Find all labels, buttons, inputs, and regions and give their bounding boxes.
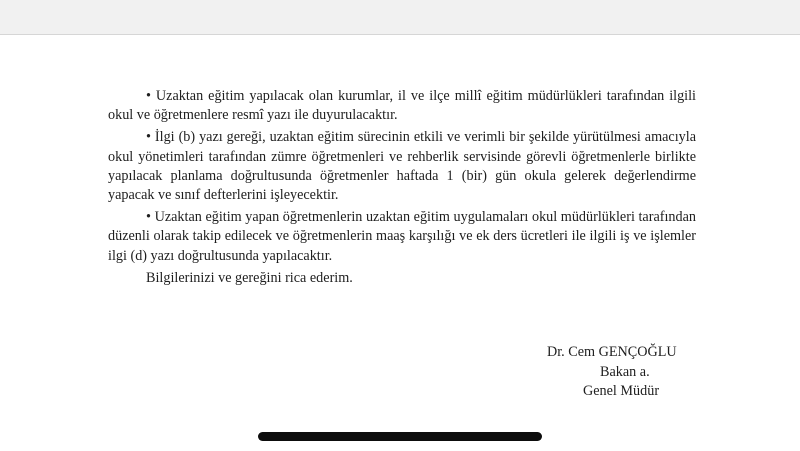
paragraph-teacher-visits: • İlgi (b) yazı gereği, uzaktan eğitim sürecinin etkili ve verimli bir şekilde yürütülmesi amacıyla okul yönetimleri tarafından zümre öğretmenleri ve rehberlik servisinde görevli öğretmenlerle birlikte yapılacak planlama doğrultusunda öğretmenler haftada 1 (bir) gün okula gelerek değerlendirme yapacak ve sınıf defterlerini işleyecektir. <box>108 129 696 204</box>
signatory-title-role: Genel Müdür <box>583 383 660 399</box>
paragraph-remote-institutions: • Uzaktan eğitim yapılacak olan kurumlar, il ve ilçe millî eğitim müdürlükleri tarafından ilgili okul ve öğretmenlere resmî yazı ile duyurulacaktır. <box>108 88 696 124</box>
paragraph-salary-tracking: • Uzaktan eğitim yapan öğretmenlerin uzaktan eğitim uygulamaları okul müdürlükleri tarafından düzenli olarak takip edilecek ve öğretmenlerin maaş karşılığı ve ek ders ücretleri ile ilgili iş ve işlemler ilgi (d) yazı doğrultusunda yapılacaktır. <box>108 209 696 264</box>
signatory-name: Dr. Cem GENÇOĞLU <box>547 344 677 360</box>
signature-block <box>520 343 720 402</box>
signatory-title-proxy: Bakan a. <box>600 363 650 380</box>
home-indicator-bar[interactable] <box>258 432 542 441</box>
document-page[interactable] <box>0 34 800 451</box>
viewer-top-strip <box>0 0 800 34</box>
document-body <box>108 87 696 291</box>
paragraph-closing: Bilgilerinizi ve gereğini rica ederim. <box>146 269 353 286</box>
